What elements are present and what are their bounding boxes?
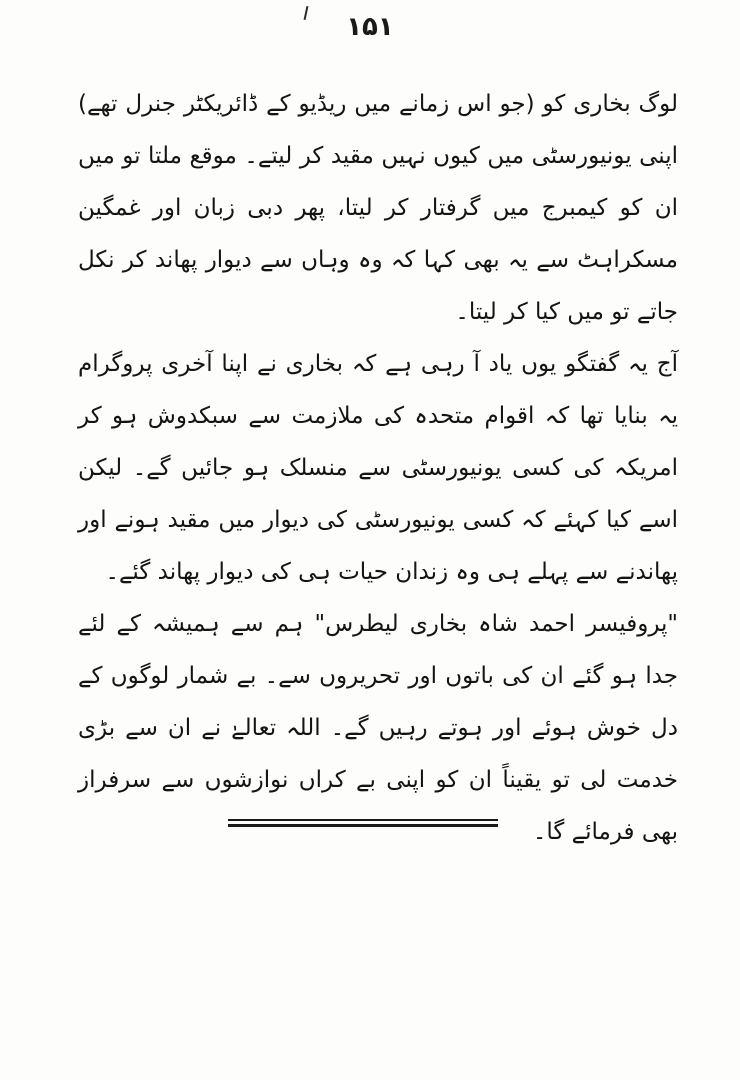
page-body: [78, 78, 678, 858]
paragraph-3: "پروفیسر احمد شاہ بخاری لیطرس" ہم سے ہمیشہ کے لئے جدا ہو گئے ان کی باتوں اور تحریروں سے۔ بے شمار لوگوں کے دل خوش ہوئے اور ہوتے رہیں گے۔ اللہ تعالےٰ نے ان سے بڑی خدمت لی تو یقیناً ان کو اپنی بے کراں نوازشوں سے سرفراز بھی فرمائے گا۔: [78, 611, 678, 845]
closing-rule-thin: [228, 819, 498, 821]
paragraph-2: آج یہ گفتگو یوں یاد آ رہی ہے کہ بخاری نے اپنا آخری پروگرام یہ بنایا تھا کہ اقوام متحدہ کی ملازمت سے سبکدوش ہو کر امریکہ کی کسی یونیورسٹی سے منسلک ہو جائیں گے۔ لیکن اسے کیا کہئے کہ کسی یونیورسٹی کی دیوار میں مقید ہونے اور پھاندنے سے پہلے ہی وہ زندان حیات ہی کی دیوار پھاند گئے۔: [78, 351, 678, 585]
page-number: ۱۵۱: [346, 12, 394, 42]
paragraph-1: لوگ بخاری کو (جو اس زمانے میں ریڈیو کے ڈائریکٹر جنرل تھے) اپنی یونیورسٹی میں کیوں نہیں مقید کر لیتے۔ موقع ملتا تو میں ان کو کیمبرج میں گرفتار کر لیتا، پھر دبی زبان اور غمگین مسکراہٹ سے یہ بھی کہا کہ وہ وہاں سے دیوار پھاند کر نکل جاتے تو میں کیا کر لیتا۔: [78, 91, 678, 325]
closing-rule-thick: [228, 824, 498, 827]
